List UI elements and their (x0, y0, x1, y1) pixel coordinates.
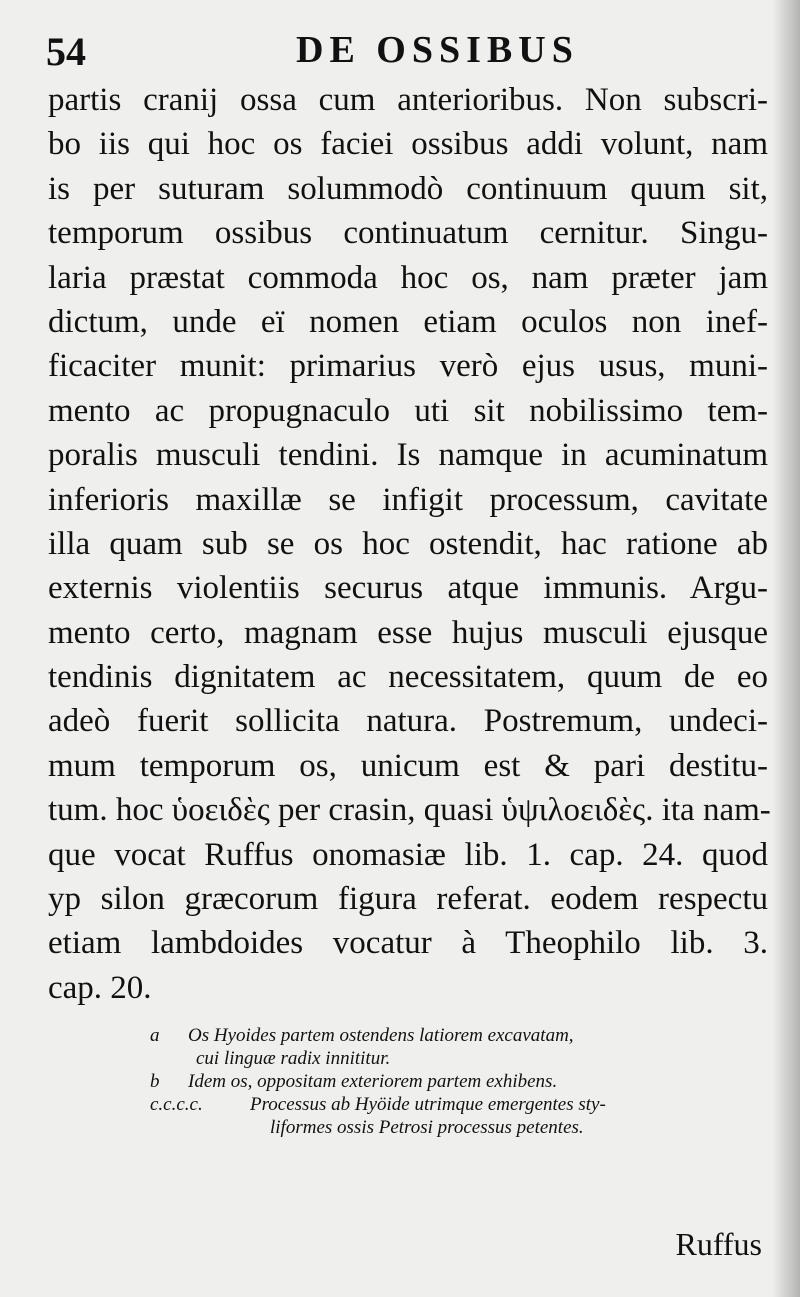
text-line: yp silon græcorum figura referat. eodem respectu (48, 881, 768, 918)
text-line: partis cranij ossa cum anterioribus. Non subscri- (48, 82, 768, 118)
legend-text: Os Hyoides partem ostendens latiorem excavatam, (188, 1025, 574, 1046)
legend-text: Processus ab Hyöide utrimque emergentes sty- (250, 1094, 606, 1115)
text-line: externis violentiis securus atque immunis. Argu- (48, 570, 768, 607)
text-line: cap. 20. (48, 969, 152, 1006)
text-line: adeò fuerit sollicita natura. Postremum, undeci- (48, 703, 768, 740)
figure-legend (150, 1024, 770, 1139)
legend-text: liformes ossis Petrosi processus petentes. (270, 1117, 584, 1138)
text-line: etiam lambdoides vocatur à Theophilo lib. 3. (48, 925, 768, 962)
text-line: dictum, unde eï nomen etiam oculos non inef- (48, 303, 768, 340)
text-line: tum. hoc ὑοειδὲς per crasin, quasi ὑψιλοειδὲς. ita nam- (48, 792, 771, 829)
page-header (46, 22, 760, 82)
legend-row (150, 1047, 770, 1070)
text-line: poralis musculi tendini. Is namque in acuminatum (48, 437, 768, 474)
text-line: laria præstat commoda hoc os, nam præter jam (48, 259, 768, 296)
legend-row (150, 1070, 770, 1093)
body-text (48, 78, 771, 1010)
text-line: mento ac propugnaculo uti sit nobilissimo tem- (48, 392, 768, 429)
legend-key: a (150, 1025, 160, 1046)
text-line: is per suturam solummodò continuum quum sit, (48, 170, 768, 207)
legend-row (150, 1024, 770, 1047)
page-number: 54 (46, 29, 86, 74)
text-line: mum temporum os, unicum est & pari destitu- (48, 747, 768, 784)
text-line: ficaciter munit: primarius verò ejus usus, muni- (48, 348, 768, 385)
legend-text: Idem os, oppositam exteriorem partem exhibens. (188, 1071, 558, 1092)
legend-key: c.c.c.c. (150, 1094, 203, 1115)
catchword: Ruffus (675, 1226, 762, 1262)
text-line: tendinis dignitatem ac necessitatem, quum de eo (48, 659, 768, 696)
legend-row (150, 1116, 770, 1139)
text-line: mento certo, magnam esse hujus musculi ejusque (48, 614, 768, 651)
legend-text: cui linguæ radix innititur. (196, 1048, 391, 1069)
text-line: illa quam sub se os hoc ostendit, hac ratione ab (48, 525, 768, 562)
legend-key: b (150, 1071, 160, 1092)
running-head: DE OSSIBUS (296, 29, 579, 71)
legend-row (150, 1093, 770, 1116)
text-line: inferioris maxillæ se infigit processum, cavitate (48, 481, 768, 518)
text-line: bo iis qui hoc os faciei ossibus addi volunt, nam (48, 126, 768, 163)
text-line: temporum ossibus continuatum cernitur. Singu- (48, 215, 768, 252)
text-line: que vocat Ruffus onomasiæ lib. 1. cap. 24. quod (48, 836, 768, 873)
page-edge-shadow (772, 0, 800, 1297)
